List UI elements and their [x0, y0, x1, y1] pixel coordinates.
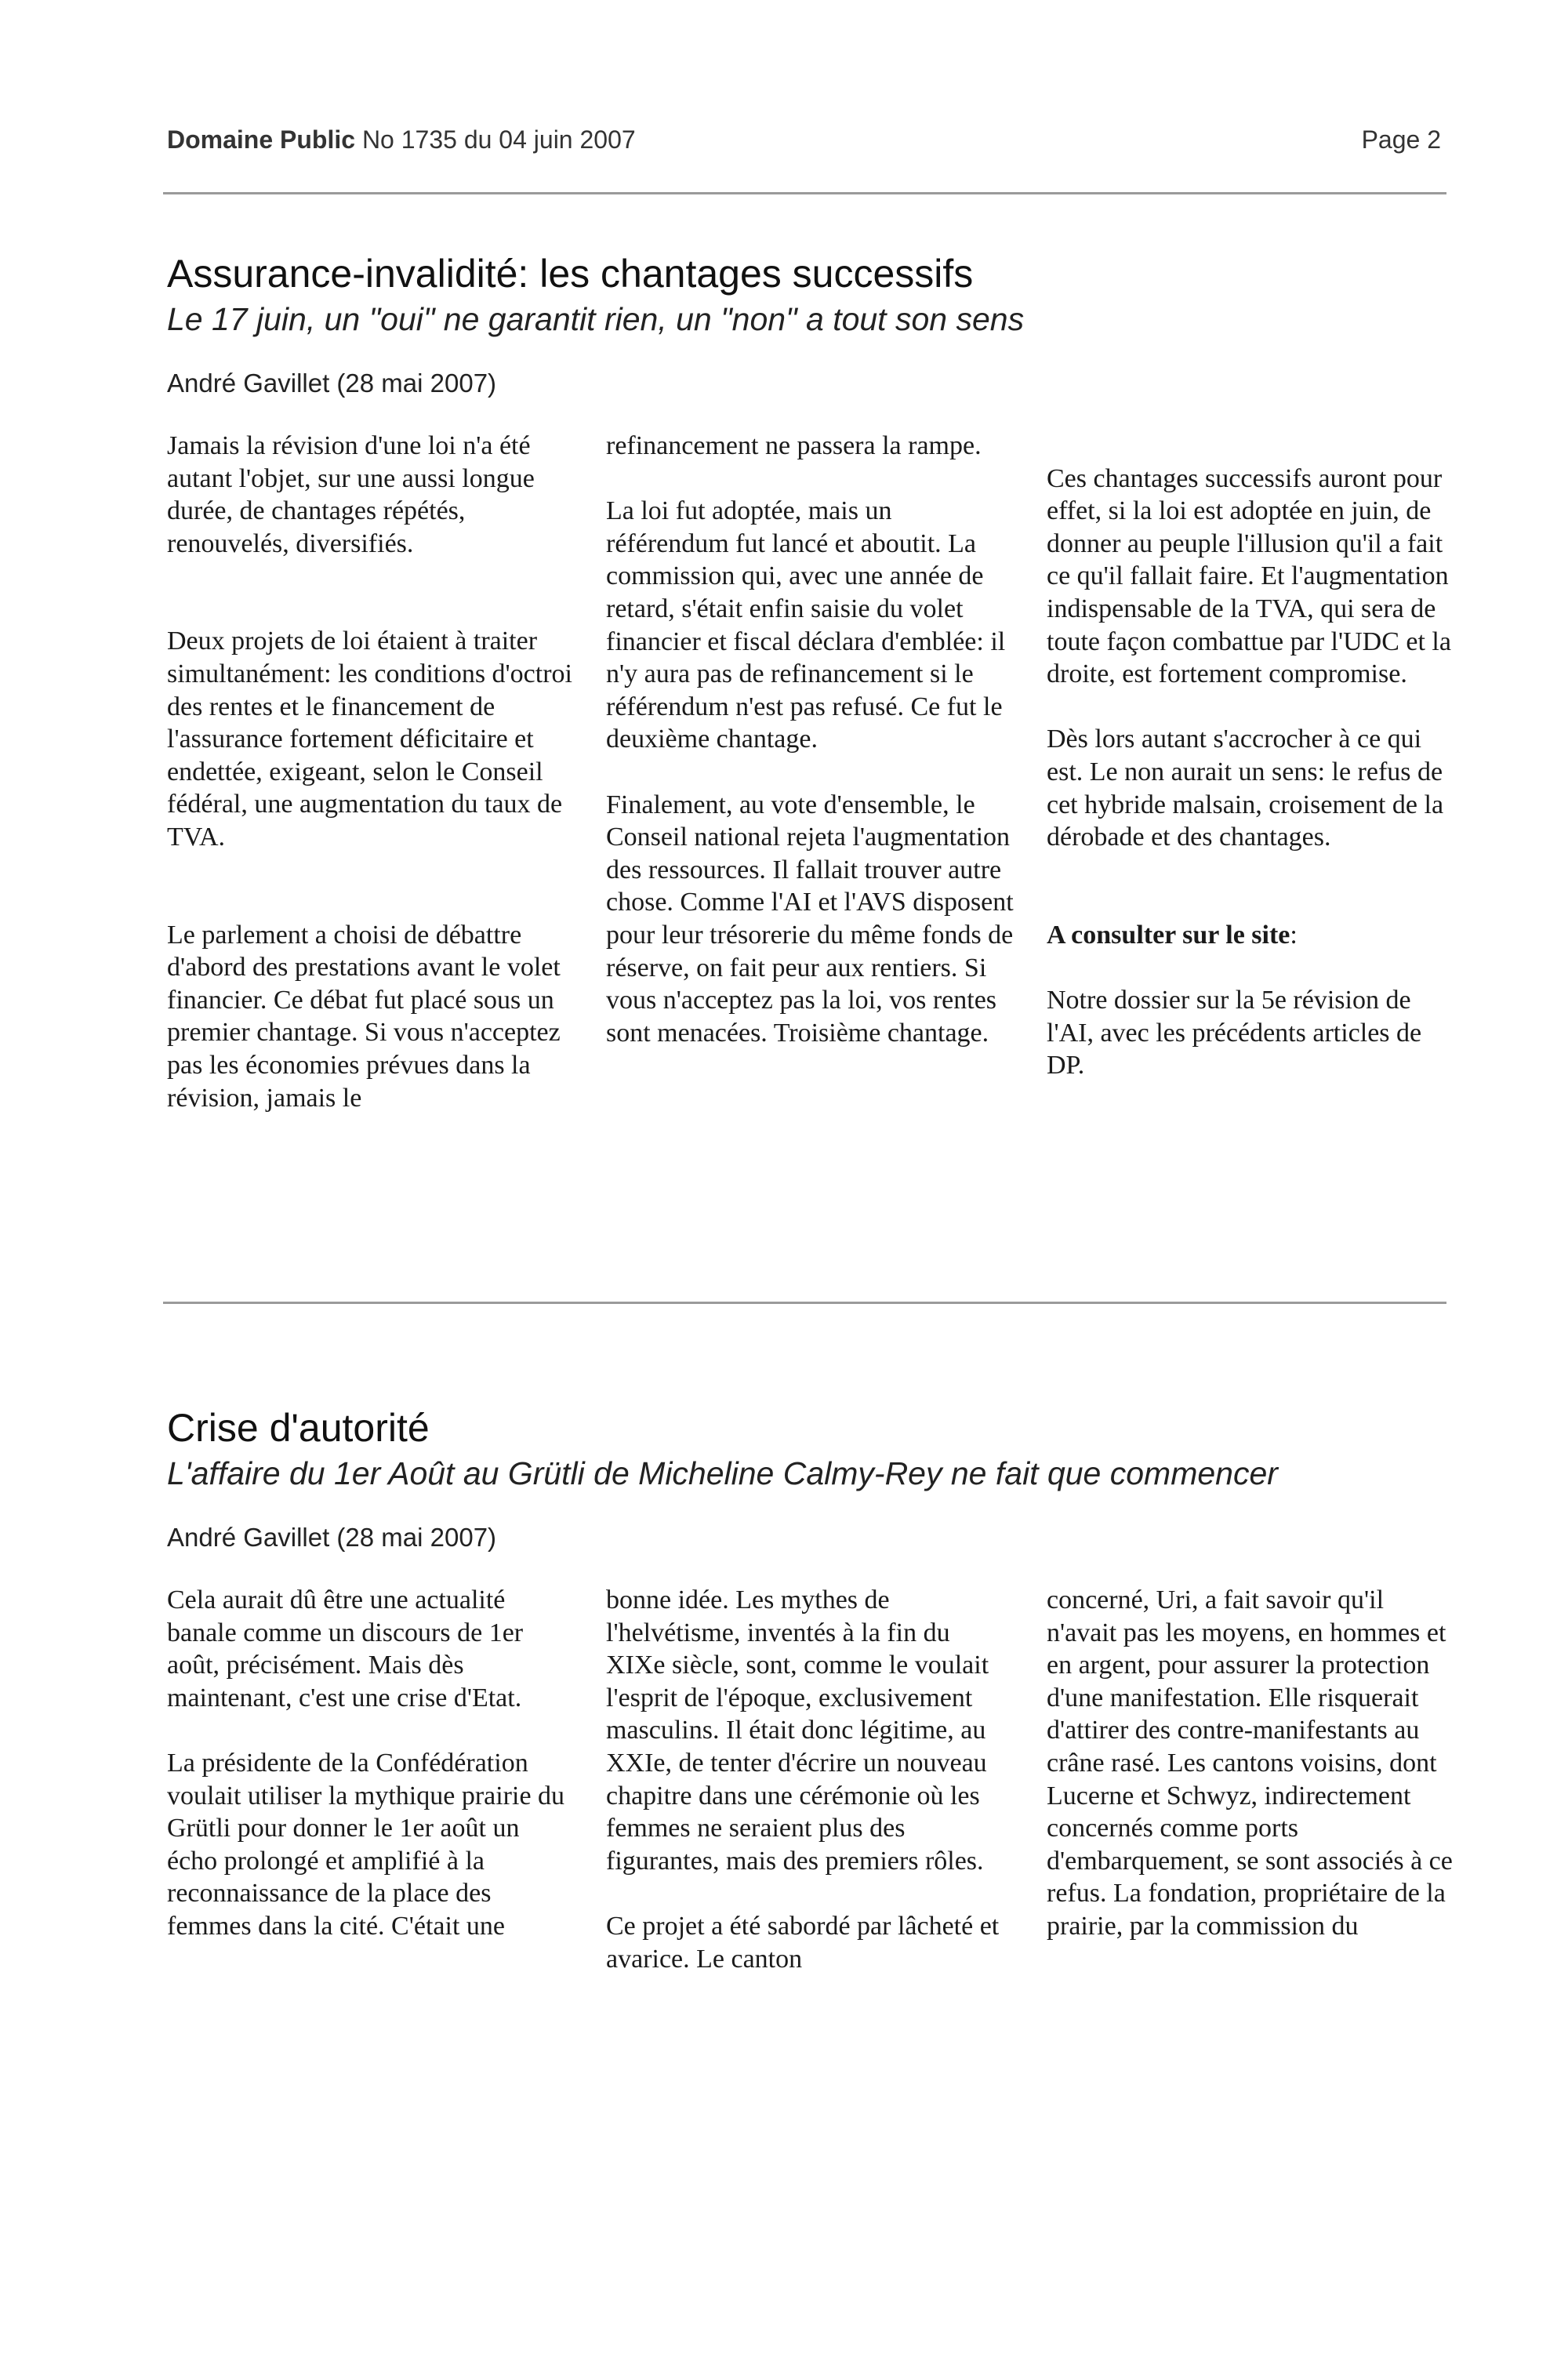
paragraph: La loi fut adoptée, mais un référendum fut lancé et aboutit. La commission qui, avec une année de retard, s'était enfin saisie du volet financier et fiscal déclara d'emblée: il n'y aura pas de refinancement si le référendum n'est pas refusé. Ce fut le deuxième chantage.	[606, 496, 1006, 754]
column-1	[167, 430, 575, 1147]
paragraph: Finalement, au vote d'ensemble, le Conseil national rejeta l'augmentation des ressources. Il fallait trouver autre chose. Comme l'AI et l'AVS disposent pour leur trésorerie du même fonds de réserve, on fait peur aux rentiers. Si vous n'acceptez pas la loi, vos rentes sont menacées. Troisième chantage.	[606, 790, 1014, 1048]
column-2	[606, 430, 1014, 1082]
article-crise-autorite	[167, 1404, 1453, 2368]
article-subtitle: Le 17 juin, un "oui" ne garantit rien, un "non" a tout son sens	[167, 301, 1025, 337]
header-divider	[163, 192, 1446, 194]
paragraph: Ces chantages successifs auront pour effet, si la loi est adoptée en juin, de donner au peuple l'illusion qu'il a fait ce qu'il fallait faire. Et l'augmentation indispensable de la TVA, qui sera de toute façon combattue par l'UDC et la droite, est fortement compromise.	[1047, 463, 1451, 689]
issue-info: No 1735 du 04 juin 2007	[361, 125, 636, 154]
paragraph: concerné, Uri, a fait savoir qu'il n'avait pas les moyens, en hommes et en argent, pour assurer la protection d'une manifestation. Elle risquerait d'attirer des contre-manifestants au crâne rasé. Les cantons voisins, dont Lucerne et Schwyz, indirectement concernés comme ports d'embarquement, se sont associés à ce refus. La fondation, propriétaire de la prairie, par la commission du	[1047, 1585, 1453, 1941]
column-2	[606, 1584, 1014, 2008]
paragraph: La présidente de la Confédération voulait utiliser la mythique prairie du Grütli pour donner le 1er août un écho prolongé et amplifié à la reconnaissance de la place des femmes dans la cité. C'était une	[167, 1748, 565, 1941]
paragraph: Jamais la révision d'une loi n'a été autant l'objet, sur une aussi longue durée, de chantages répétés, renouvelés, diversifiés.	[167, 431, 535, 558]
article-byline: André Gavillet (28 mai 2007)	[167, 1523, 497, 1552]
page-number: Page 2	[1361, 125, 1441, 154]
paragraph: refinancement ne passera la rampe.	[606, 431, 982, 460]
links-heading-colon: :	[1290, 920, 1298, 950]
article-columns	[167, 1584, 1453, 2368]
paragraph: Dès lors autant s'accrocher à ce qui est. Le non aurait un sens: le refus de cet hybride malsain, croisement de la dérobade et des chantages.	[1047, 725, 1444, 852]
column-3	[1047, 463, 1454, 1115]
article-title: Crise d'autorité	[167, 1406, 430, 1450]
article-subtitle: L'affaire du 1er Août au Grütli de Micheline Calmy-Rey ne fait que commencer	[167, 1455, 1278, 1491]
paragraph: bonne idée. Les mythes de l'helvétisme, inventés à la fin du XIXe siècle, sont, comme le voulait l'esprit de l'époque, exclusivement masculins. Il était donc légitime, au XXIe, de tenter d'écrire un nouveau chapitre dans une cérémonie où les femmes ne seraient plus des figurantes, mais des premiers rôles.	[606, 1585, 989, 1876]
article-ai-chantages	[167, 249, 1453, 1214]
page-header	[167, 125, 1441, 165]
paragraph: Ce projet a été sabordé par lâcheté et avarice. Le canton	[606, 1911, 1000, 1974]
paragraph: Deux projets de loi étaient à traiter simultanément: les conditions d'octroi des rentes et le financement de l'assurance fortement déficitaire et endettée, exigeant, selon le Conseil fédéral, une augmentation du taux de TVA.	[167, 627, 572, 852]
links-heading	[1047, 919, 1454, 952]
article-columns	[167, 430, 1453, 1214]
publication-name: Domaine Public	[167, 125, 356, 154]
links-heading-label[interactable]: A consulter sur le site	[1047, 920, 1290, 950]
links-text[interactable]: Notre dossier sur la 5e révision de l'AI, avec les précédents articles de DP.	[1047, 985, 1422, 1080]
column-1	[167, 1584, 575, 1975]
article-byline: André Gavillet (28 mai 2007)	[167, 369, 497, 398]
column-3	[1047, 1584, 1454, 1975]
paragraph: Le parlement a choisi de débattre d'abord des prestations avant le volet financier. Ce débat fut placé sous un premier chantage. Si vous n'acceptez pas les économies prévues dans la révision, jamais le	[167, 920, 561, 1113]
paragraph: Cela aurait dû être une actualité banale comme un discours de 1er août, précisément. Mais dès maintenant, c'est une crise d'Etat.	[167, 1585, 524, 1712]
article-divider	[163, 1302, 1446, 1304]
article-title: Assurance-invalidité: les chantages successifs	[167, 252, 974, 296]
